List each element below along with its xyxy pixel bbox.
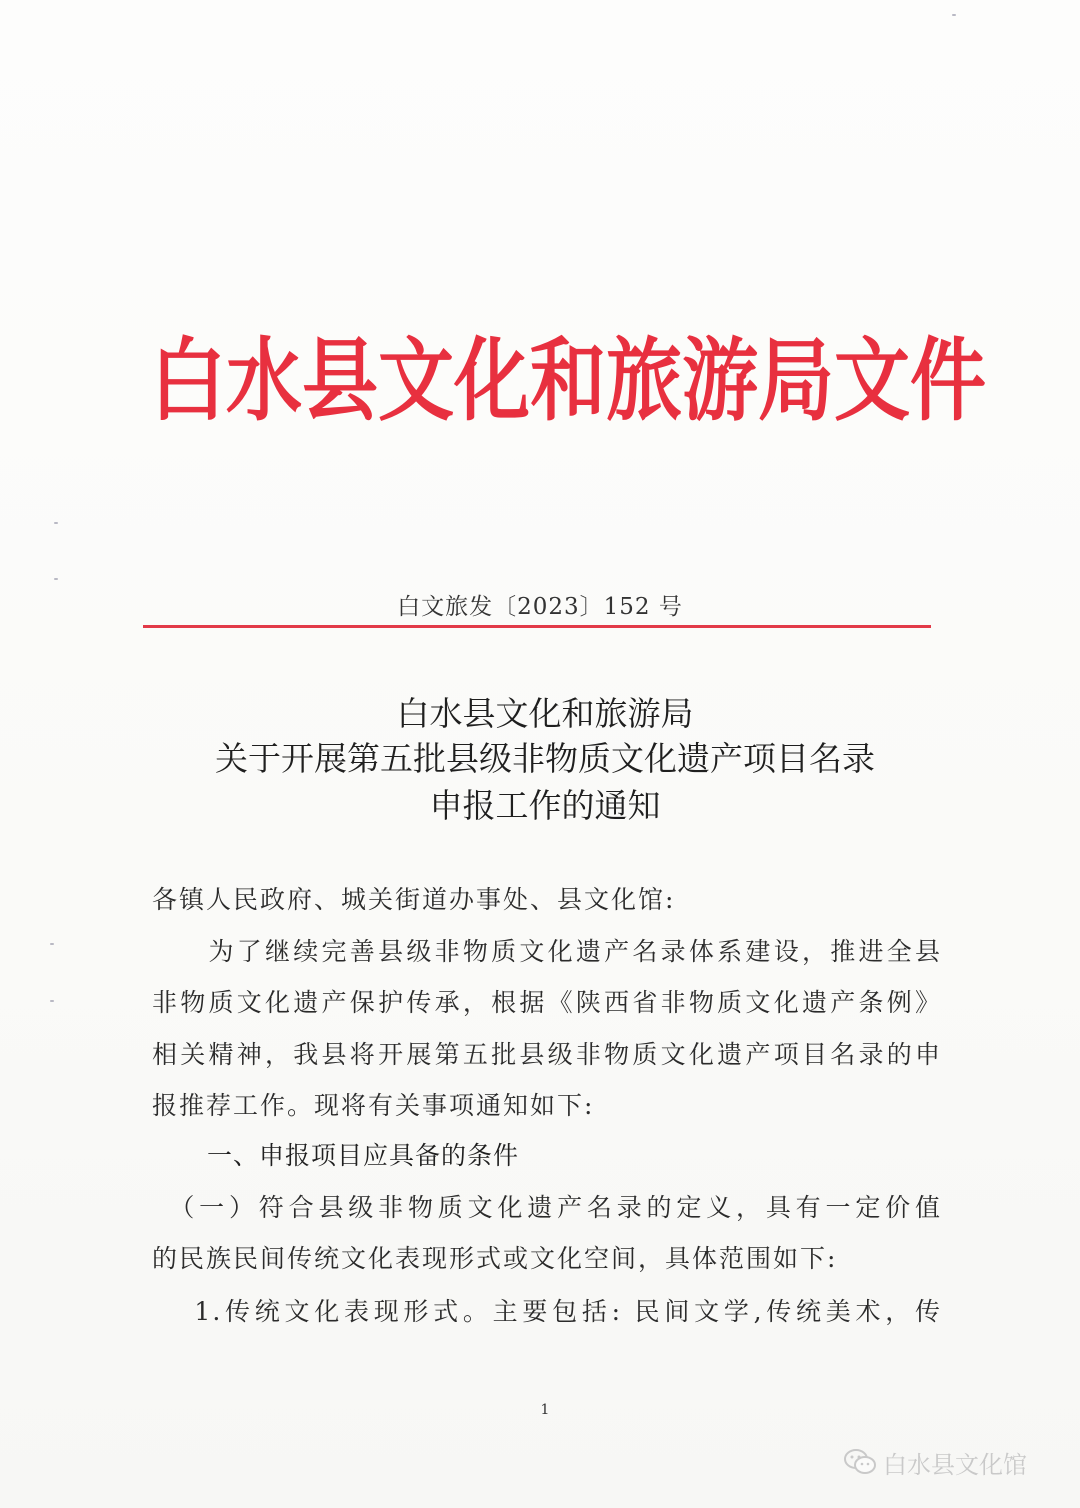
- notice-title-line-1: 白水县文化和旅游局: [396, 694, 694, 733]
- paragraph-line: 非物质文化遗产保护传承，根据《陕西省非物质文化遗产条例》: [152, 988, 942, 1017]
- notice-title-line-2: 关于开展第五批县级非物质文化遗产项目名录: [215, 739, 875, 778]
- scan-speck: [54, 522, 58, 524]
- red-divider-line: [143, 625, 931, 628]
- letterhead-title: 白水县文化和旅游局文件: [150, 327, 986, 433]
- wechat-icon: [843, 1447, 877, 1477]
- list-item-line: 1.传统文化表现形式。主要包括: 民间文学,传统美术，传: [152, 1297, 942, 1326]
- paragraph-line: 报推荐工作。现将有关事项通知如下:: [152, 1091, 595, 1120]
- paragraph-line: 为了继续完善县级非物质文化遗产名录体系建设，推进全县: [152, 937, 942, 966]
- section-heading: 一、申报项目应具备的条件: [207, 1141, 520, 1170]
- notice-title-line-3: 申报工作的通知: [429, 786, 661, 825]
- scan-speck: [50, 1000, 54, 1002]
- document-number: 白文旅发〔2023〕152 号: [397, 594, 683, 620]
- account-watermark: [843, 1445, 1027, 1479]
- scan-speck: [952, 14, 956, 16]
- addressee: 各镇人民政府、城关街道办事处、县文化馆:: [152, 885, 676, 914]
- paragraph-line: 相关精神，我县将开展第五批县级非物质文化遗产项目名录的申: [152, 1040, 942, 1069]
- scan-speck: [54, 578, 58, 580]
- paragraph-line: 的民族民间传统文化表现形式或文化空间，具体范围如下:: [152, 1244, 838, 1273]
- scan-speck: [50, 943, 54, 945]
- paragraph-line: （一）符合县级非物质文化遗产名录的定义，具有一定价值: [152, 1193, 942, 1222]
- watermark-text: 白水县文化馆: [883, 1450, 1027, 1479]
- page-number: 1: [540, 1402, 550, 1418]
